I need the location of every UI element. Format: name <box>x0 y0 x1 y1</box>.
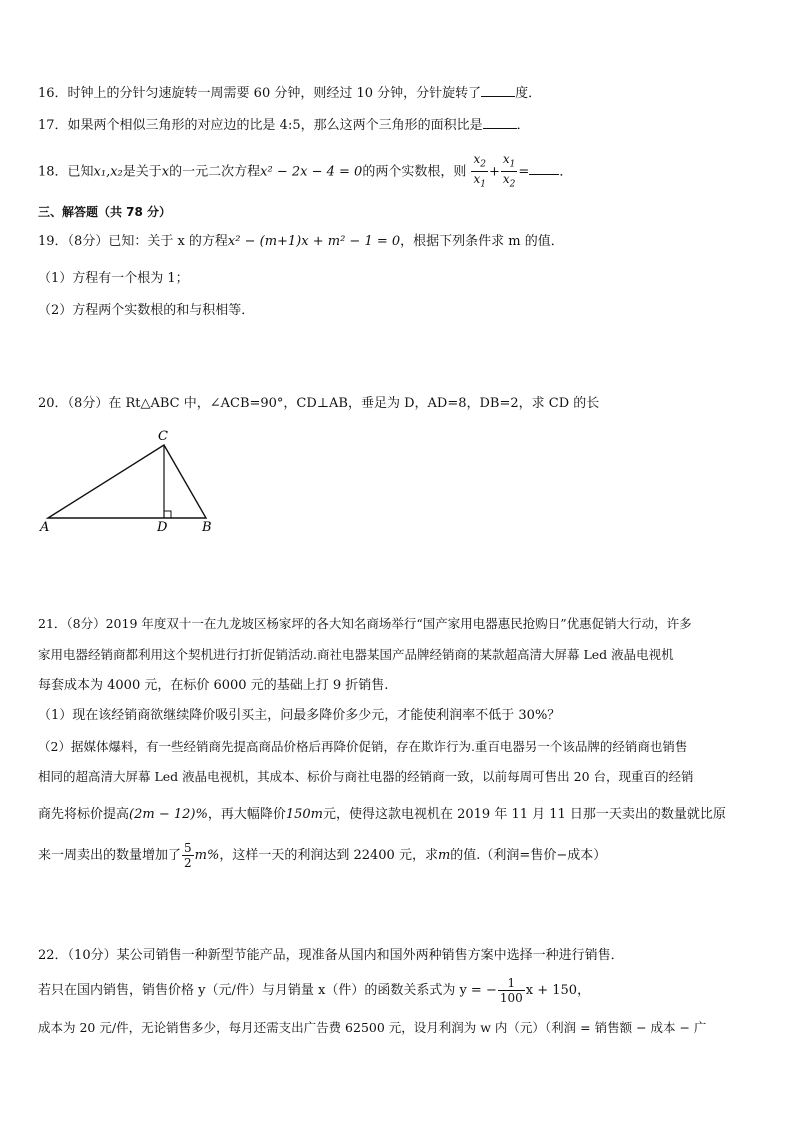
q21-m: m <box>437 848 451 863</box>
question-21-part-2-line-2: 相同的超高清大屏幕 Led 液晶电视机，其成本、标价与商社电器的经销商一致，以前每周可售出 20 台，现重百的经销 <box>38 769 694 784</box>
answer-blank <box>529 162 559 175</box>
answer-blank <box>481 84 515 97</box>
q18-vars: x₁,x₂ <box>93 164 123 180</box>
question-21-line-3: 每套成本为 4000 元，在标价 6000 元的基础上打 9 折销售. <box>38 678 389 693</box>
fraction-numerator: 1 <box>498 976 525 991</box>
question-16 <box>38 84 541 103</box>
question-17 <box>38 116 530 135</box>
q21-l8-c: 的值.（利润=售价−成本） <box>450 848 607 863</box>
label-a: A <box>40 520 50 535</box>
q16-after: 度． <box>515 86 542 101</box>
question-18: 18．已知x₁,x₂是关于x的一元二次方程x² − 2x − 4 = 0的两个实数根，则 $\frac{x_2}{x_1}$ + $\frac{x_1}{x_2}$ = ． <box>38 152 573 190</box>
q17-after: ． <box>516 118 530 133</box>
question-21-part-2-line-3 <box>38 806 726 824</box>
answer-blank <box>483 116 517 129</box>
q19-b: ，根据下列条件求 m 的值． <box>400 234 564 249</box>
q16-text: 16．时钟上的分针匀速旋转一周需要 60 分钟，则经过 10 分钟，分针旋转了 <box>38 86 482 101</box>
q19-part-2: （2）方程两个实数根的和与积相等． <box>38 303 255 318</box>
fraction-x2-over-x1: $\frac{x_2}{x_1}$ <box>473 152 486 190</box>
q18-x: x <box>161 164 170 180</box>
q18-b: 是关于 <box>122 164 162 180</box>
triangle-figure <box>36 425 226 540</box>
q18-equals: = <box>518 164 530 180</box>
question-21-line-1: 21．（8分）2019 年度双十一在九龙坡区杨家坪的各大知名商场举行“国产家用电器惠民抢购日”优惠促销大行动，许多 <box>38 616 692 631</box>
q18-equation: x² − 2x − 4 = 0 <box>260 164 363 180</box>
question-21-part-2-line-4 <box>38 838 606 874</box>
q21-m-percent: m% <box>194 848 220 863</box>
fraction-5-over-2 <box>182 841 194 870</box>
label-d: D <box>157 520 168 535</box>
question-20: 20．（8分）在 Rt△ABC 中，∠ACB=90°，CD⊥AB，垂足为 D，AD=8，DB=2，求 CD 的长 <box>38 396 600 411</box>
section-heading: 三、解答题（共 78 分） <box>38 205 172 219</box>
q22-l2-b: x + 150， <box>525 983 591 998</box>
q22-l2-a: 若只在国内销售，销售价格 y（元/件）与月销量 x（件）的函数关系式为 y = − <box>38 983 497 998</box>
q17-text: 17．如果两个相似三角形的对应边的比是 4:5，那么这两个三角形的面积比是 <box>38 118 483 133</box>
q18-d: 的两个实数根，则 <box>362 164 467 180</box>
triangle-abc <box>48 445 206 518</box>
label-b: B <box>202 520 212 535</box>
fraction-x1-over-x2: $\frac{x_1}{x_2}$ <box>502 152 516 190</box>
question-22-line-2 <box>38 973 590 1009</box>
q21-l7-a: 商先将标价提高 <box>38 807 130 822</box>
fraction-numerator: 5 <box>184 841 192 855</box>
right-angle-mark <box>164 511 171 518</box>
q18-c: 的一元二次方程 <box>169 164 261 180</box>
fraction-denominator: 2 <box>184 856 192 870</box>
question-22-line-1: 22．（10分）某公司销售一种新型节能产品，现准备从国内和国外两种销售方案中选择一种进行销售． <box>38 948 624 963</box>
q21-l7-b: ，再大幅降价 <box>207 807 286 822</box>
q21-l8-a: 来一周卖出的数量增加了 <box>38 848 182 863</box>
label-c: C <box>158 429 168 444</box>
q21-l8-b: ，这样一天的利润达到 22400 元，求 <box>219 848 438 863</box>
question-21-line-2: 家用电器经销商都利用这个契机进行打折促销活动.商社电器某国产品牌经销商的某款超高清大屏幕 Led 液晶电视机 <box>38 647 674 662</box>
q21-l7-c: 元，使得这款电视机在 2019 年 11 月 11 日那一天卖出的数量就比原 <box>322 807 726 822</box>
q18-a: 18．已知 <box>38 164 94 180</box>
q21-expr-markup: (2m − 12)% <box>129 807 208 822</box>
question-21-part-2-line-1: （2）据媒体爆料，有一些经销商先提高商品价格后再降价促销，存在欺诈行为.重百电器另一个该品牌的经销商也销售 <box>38 739 688 754</box>
question-22-line-3: 成本为 20 元/件，无论销售多少，每月还需支出广告费 62500 元，设月利润为 w 内（元）（利润 = 销售额 − 成本 − 广 <box>38 1020 707 1035</box>
q21-expr-discount: 150m <box>285 807 323 822</box>
q19-a: 19．（8分）已知：关于 x 的方程 <box>38 234 228 249</box>
q19-equation: x² − (m+1)x + m² − 1 = 0 <box>227 234 401 249</box>
fraction-1-over-100 <box>498 976 525 1005</box>
fraction-denominator: 100 <box>499 991 523 1005</box>
q18-after: ． <box>559 164 573 180</box>
q19-part-1: （1）方程有一个根为 1； <box>38 271 189 286</box>
question-21-part-1: （1）现在该经销商欲继续降价吸引买主，问最多降价多少元，才能使利润率不低于 30%？ <box>38 708 561 723</box>
question-19 <box>38 233 564 251</box>
